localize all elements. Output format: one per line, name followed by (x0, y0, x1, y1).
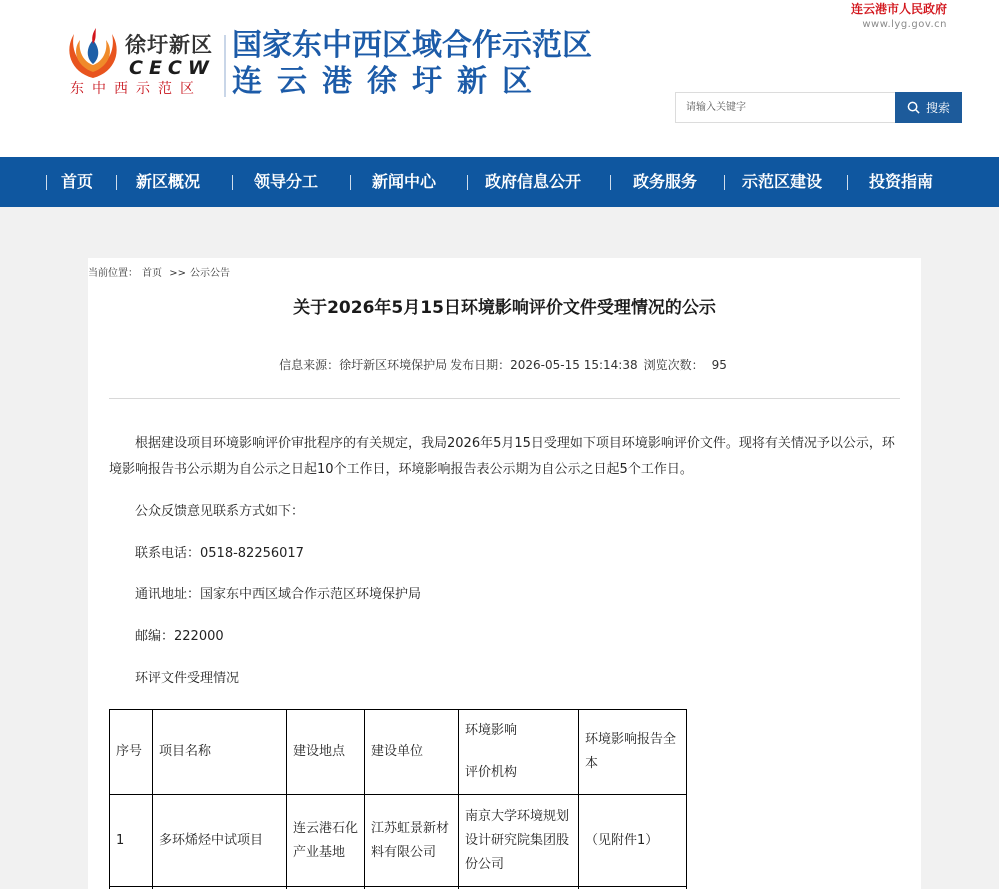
breadcrumb-separator: >> (169, 268, 186, 279)
nav-item-home[interactable]: 首页 (61, 172, 94, 191)
nav-separator (610, 175, 611, 190)
site-title-line2: 连云港徐圩新区 (232, 64, 547, 99)
brand-english-name: CECW (129, 57, 215, 79)
contact-address: 通讯地址：国家东中西区域合作示范区环境保护局 (135, 587, 422, 602)
meta-views-label: 浏览次数： (643, 358, 704, 372)
nav-separator (350, 175, 351, 190)
site-title-line1: 国家东中西区域合作示范区 (232, 28, 592, 63)
nav-item-leadership[interactable]: 领导分工 (254, 172, 319, 191)
meta-views: 95 (711, 358, 727, 372)
brand-subtitle: 东中西示范区 (70, 81, 202, 97)
nav-item-demo-zone[interactable]: 示范区建设 (742, 172, 823, 191)
meta-date-label: 发布日期： (450, 358, 511, 372)
nav-item-news[interactable]: 新闻中心 (372, 172, 437, 191)
table-heading: 环评文件受理情况 (135, 671, 240, 686)
cell-builder: 江苏虹景新材料有限公司 (365, 795, 459, 887)
brand-chinese-name: 徐圩新区 (125, 33, 213, 57)
cecw-logo-icon (62, 20, 124, 82)
gov-portal-link[interactable] (851, 2, 947, 32)
eia-acceptance-table (109, 709, 687, 889)
gov-portal-name[interactable]: 连云港市人民政府 (850, 2, 947, 16)
title-divider-rule (109, 398, 900, 399)
search-input[interactable] (675, 92, 895, 123)
nav-item-info-disclosure[interactable]: 政府信息公开 (485, 172, 582, 191)
meta-source: 徐圩新区环境保护局 (339, 358, 448, 372)
nav-item-investment[interactable]: 投资指南 (869, 172, 934, 191)
article-panel (88, 258, 921, 889)
nav-separator (46, 175, 47, 190)
cell-project: 多环烯烃中试项目 (153, 795, 287, 887)
search-button[interactable] (895, 92, 962, 123)
cell-location: 连云港石化产业基地 (287, 795, 365, 887)
breadcrumb (88, 264, 230, 279)
contact-phone: 联系电话：0518-82256017 (135, 546, 304, 561)
table-header-row (110, 710, 687, 795)
article-meta (88, 356, 921, 373)
breadcrumb-home-link[interactable]: 首页 (142, 268, 162, 279)
cell-agency: 南京大学环境规划设计研究院集团股份公司 (459, 795, 579, 887)
site-header (0, 0, 999, 157)
breadcrumb-current-link[interactable]: 公示公告 (189, 268, 230, 279)
table-row (110, 795, 687, 887)
cell-no: 1 (110, 795, 153, 887)
header-cell-report: 环境影响报告全本 (579, 710, 687, 795)
article-title: 关于2026年5月15日环境影响评价文件受理情况的公示 (293, 298, 716, 318)
title-divider (224, 35, 226, 97)
cell-report-attachment-link[interactable]: （见附件1） (579, 795, 687, 887)
article-intro-paragraph: 根据建设项目环境影响评价审批程序的有关规定，我局2026年5月15日受理如下项目环境影响评价文件。现将有关情况予以公示，环境影响报告书公示期为自公示之日起10个工作日，环境影响报告表公示期为自公示之日起5个工作日。 (109, 436, 895, 477)
header-cell-agency (459, 710, 579, 795)
nav-item-services[interactable]: 政务服务 (633, 172, 698, 191)
breadcrumb-prefix: 当前位置： (88, 268, 138, 279)
header-cell-no: 序号 (110, 710, 153, 795)
gov-portal-url[interactable]: www.lyg.gov.cn (862, 19, 947, 30)
nav-separator (724, 175, 725, 190)
search-button-label[interactable]: 搜索 (925, 101, 950, 115)
feedback-intro-paragraph: 公众反馈意见联系方式如下： (135, 504, 305, 519)
nav-item-overview[interactable]: 新区概况 (136, 172, 201, 191)
header-cell-location: 建设地点 (287, 710, 365, 795)
nav-separator (232, 175, 233, 190)
search-icon (907, 101, 920, 114)
header-agency-line1: 环境影响 (465, 723, 518, 738)
meta-source-label: 信息来源： (279, 358, 340, 372)
nav-separator (847, 175, 848, 190)
nav-separator (467, 175, 468, 190)
header-cell-builder: 建设单位 (365, 710, 459, 795)
header-agency-line2: 评价机构 (465, 765, 518, 780)
nav-separator (116, 175, 117, 190)
meta-date: 2026-05-15 15:14:38 (510, 358, 638, 372)
header-cell-project: 项目名称 (153, 710, 287, 795)
contact-postcode: 邮编：222000 (135, 629, 224, 644)
main-nav (0, 157, 999, 207)
